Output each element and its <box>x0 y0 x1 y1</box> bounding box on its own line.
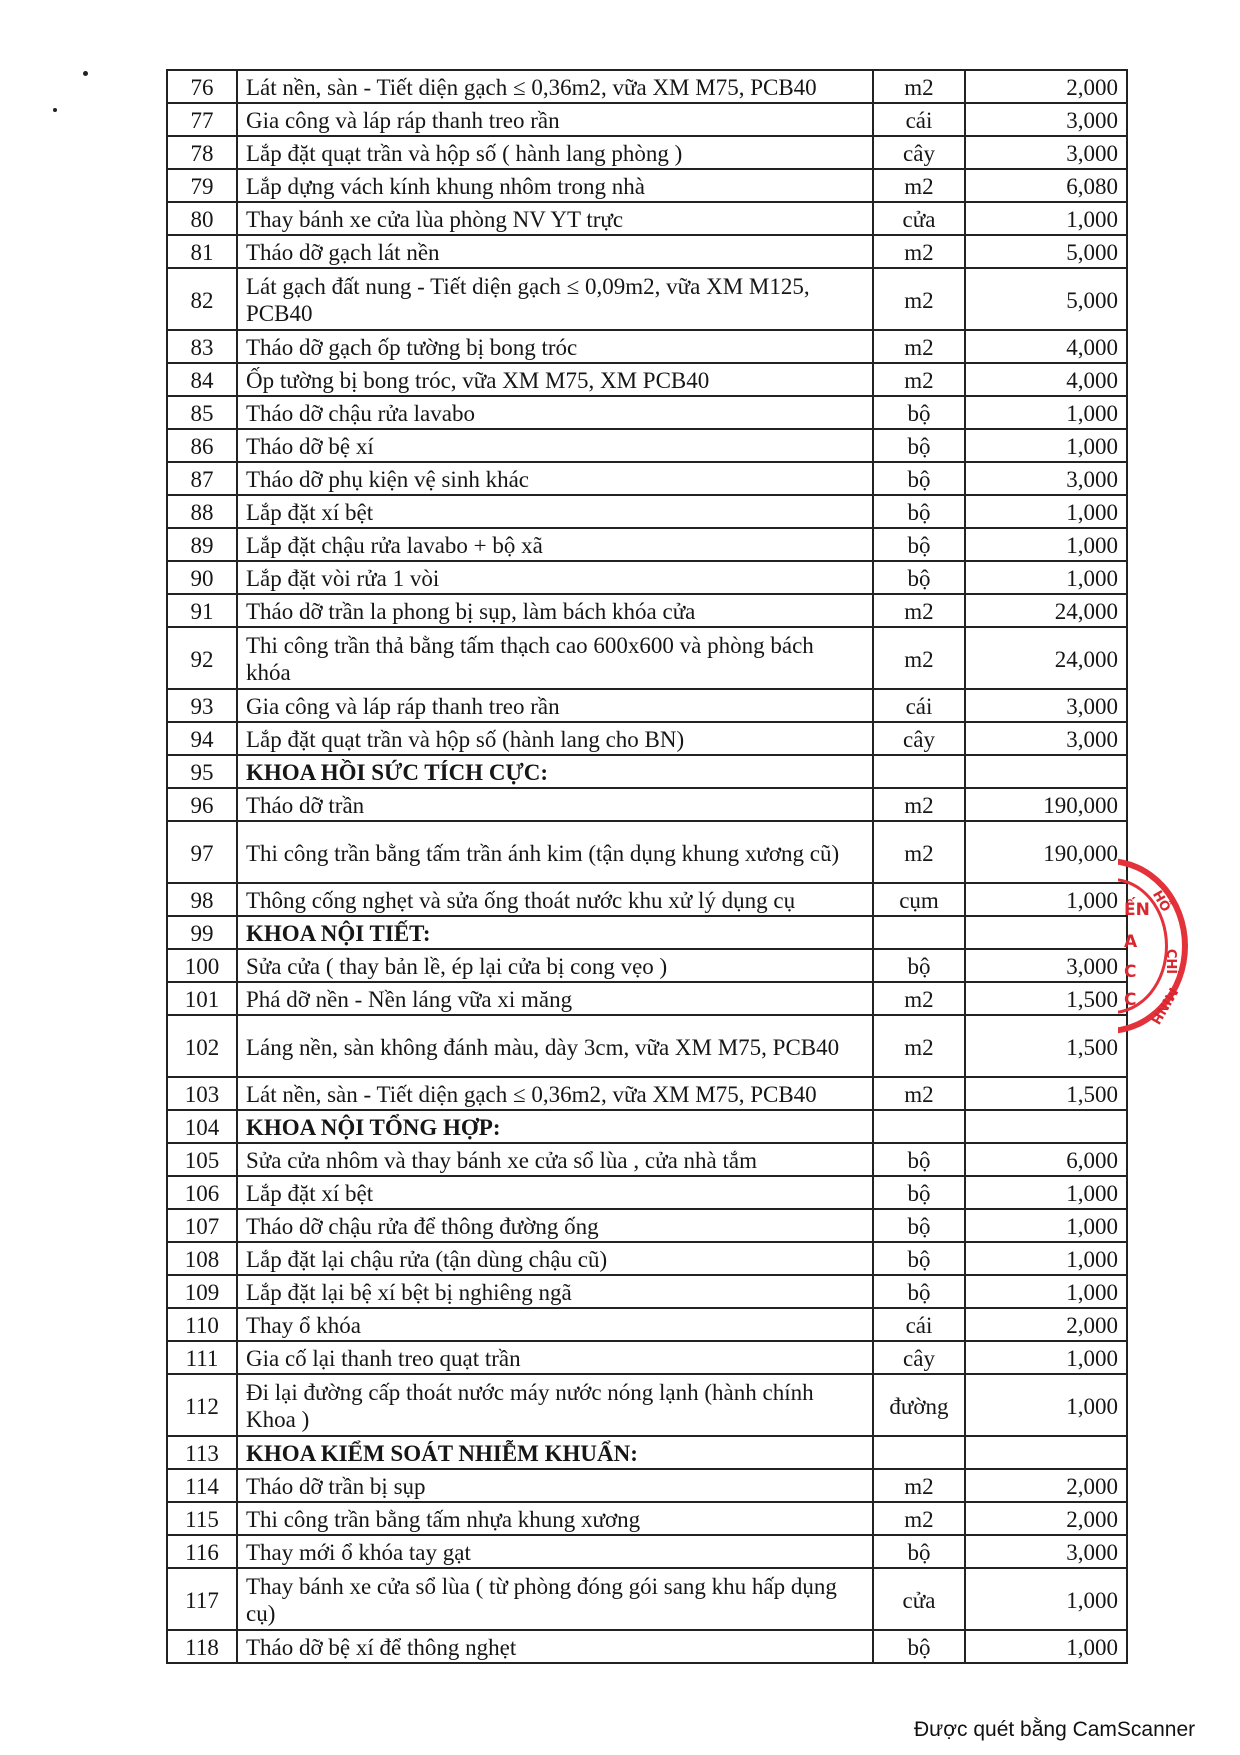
table-row <box>167 1374 1127 1436</box>
unit-cell: đường <box>873 1374 965 1436</box>
row-number-cell: 111 <box>167 1341 237 1374</box>
quantity-cell: 3,000 <box>965 1535 1127 1568</box>
unit-cell: m2 <box>873 363 965 396</box>
unit-cell: cái <box>873 103 965 136</box>
row-number-cell: 115 <box>167 1502 237 1535</box>
quantity-cell <box>965 1436 1127 1469</box>
row-number-cell: 89 <box>167 528 237 561</box>
unit-cell: bộ <box>873 1176 965 1209</box>
table-row <box>167 1568 1127 1630</box>
unit-cell: m2 <box>873 235 965 268</box>
stamp-letter: HỒ <box>1148 888 1173 915</box>
description-cell: Thi công trần bằng tấm nhựa khung xương <box>237 1502 873 1535</box>
row-number-cell: 107 <box>167 1209 237 1242</box>
row-number-cell: 83 <box>167 330 237 363</box>
unit-cell: m2 <box>873 594 965 627</box>
row-number-cell: 97 <box>167 821 237 883</box>
quantity-cell: 1,000 <box>965 495 1127 528</box>
table-row <box>167 70 1127 103</box>
quantity-cell: 190,000 <box>965 821 1127 883</box>
row-number-cell: 78 <box>167 136 237 169</box>
quantity-cell <box>965 916 1127 949</box>
table-row <box>167 627 1127 689</box>
description-cell: Thông cống nghẹt và sửa ống thoát nước khu xử lý dụng cụ <box>237 883 873 916</box>
table-row <box>167 1469 1127 1502</box>
row-number-cell: 116 <box>167 1535 237 1568</box>
description-cell: KHOA NỘI TIẾT: <box>237 916 873 949</box>
description-cell: Đi lại đường cấp thoát nước máy nước nóng lạnh (hành chính Khoa ) <box>237 1374 873 1436</box>
description-cell: Gia công và láp ráp thanh treo rần <box>237 103 873 136</box>
description-cell: Láng nền, sàn không đánh màu, dày 3cm, vữa XM M75, PCB40 <box>237 1015 873 1077</box>
table-row <box>167 788 1127 821</box>
unit-cell: m2 <box>873 268 965 330</box>
row-number-cell: 80 <box>167 202 237 235</box>
row-number-cell: 81 <box>167 235 237 268</box>
unit-cell: bộ <box>873 1275 965 1308</box>
table-row <box>167 561 1127 594</box>
unit-cell: bộ <box>873 429 965 462</box>
table-row <box>167 1242 1127 1275</box>
description-cell: Tháo dỡ trần bị sụp <box>237 1469 873 1502</box>
row-number-cell: 113 <box>167 1436 237 1469</box>
description-cell: Gia công và láp ráp thanh treo rần <box>237 689 873 722</box>
row-number-cell: 76 <box>167 70 237 103</box>
scanner-watermark: Được quét bằng CamScanner <box>914 1718 1196 1741</box>
description-cell: Lắp đặt xí bệt <box>237 495 873 528</box>
quantity-cell: 1,000 <box>965 1341 1127 1374</box>
quantity-cell: 6,000 <box>965 1143 1127 1176</box>
table-row <box>167 821 1127 883</box>
row-number-cell: 91 <box>167 594 237 627</box>
table-row <box>167 1502 1127 1535</box>
description-cell: Lắp đặt vòi rửa 1 vòi <box>237 561 873 594</box>
table-row <box>167 722 1127 755</box>
unit-cell: bộ <box>873 1630 965 1663</box>
description-cell: Lắp đặt quạt trần và hộp số (hành lang cho BN) <box>237 722 873 755</box>
table-row <box>167 1143 1127 1176</box>
red-seal-stamp <box>1118 858 1192 1038</box>
stamp-letter: ẾN <box>1124 900 1150 920</box>
table-row <box>167 1077 1127 1110</box>
row-number-cell: 86 <box>167 429 237 462</box>
description-cell: Thay bánh xe cửa lùa phòng NV YT trực <box>237 202 873 235</box>
description-cell: Tháo dỡ gạch ốp tường bị bong tróc <box>237 330 873 363</box>
description-cell: Tháo dỡ gạch lát nền <box>237 235 873 268</box>
row-number-cell: 94 <box>167 722 237 755</box>
table-row <box>167 169 1127 202</box>
table-row <box>167 883 1127 916</box>
quantity-cell <box>965 755 1127 788</box>
row-number-cell: 85 <box>167 396 237 429</box>
quantity-cell: 4,000 <box>965 363 1127 396</box>
quantity-cell: 24,000 <box>965 594 1127 627</box>
unit-cell: cái <box>873 1308 965 1341</box>
description-cell: KHOA NỘI TỔNG HỢP: <box>237 1110 873 1143</box>
unit-cell: cây <box>873 136 965 169</box>
quantity-cell <box>965 1110 1127 1143</box>
description-cell: Lắp đặt chậu rửa lavabo + bộ xã <box>237 528 873 561</box>
quantity-cell: 1,500 <box>965 982 1127 1015</box>
description-cell: Thay mới ổ khóa tay gạt <box>237 1535 873 1568</box>
table-row <box>167 1209 1127 1242</box>
table-row <box>167 429 1127 462</box>
unit-cell: cây <box>873 1341 965 1374</box>
row-number-cell: 118 <box>167 1630 237 1663</box>
description-cell: KHOA HỒI SỨC TÍCH CỰC: <box>237 755 873 788</box>
row-number-cell: 117 <box>167 1568 237 1630</box>
quantity-cell: 5,000 <box>965 268 1127 330</box>
quantity-cell: 24,000 <box>965 627 1127 689</box>
stamp-letter: C <box>1124 990 1137 1010</box>
quantity-cell: 6,080 <box>965 169 1127 202</box>
description-cell: Sửa cửa ( thay bản lề, ép lại cửa bị cong vẹo ) <box>237 949 873 982</box>
quantity-cell: 1,500 <box>965 1015 1127 1077</box>
unit-cell: m2 <box>873 330 965 363</box>
table-row <box>167 462 1127 495</box>
unit-cell: bộ <box>873 528 965 561</box>
table-row <box>167 1176 1127 1209</box>
table-row <box>167 495 1127 528</box>
section-header-row <box>167 1436 1127 1469</box>
quantity-cell: 1,000 <box>965 1630 1127 1663</box>
quantity-cell: 1,000 <box>965 1242 1127 1275</box>
work-items-table <box>166 69 1128 1664</box>
table-row <box>167 1535 1127 1568</box>
unit-cell: bộ <box>873 462 965 495</box>
row-number-cell: 110 <box>167 1308 237 1341</box>
description-cell: Lát nền, sàn - Tiết diện gạch ≤ 0,36m2, vữa XM M75, PCB40 <box>237 1077 873 1110</box>
row-number-cell: 79 <box>167 169 237 202</box>
row-number-cell: 92 <box>167 627 237 689</box>
scan-speck <box>83 71 88 76</box>
table-row <box>167 1630 1127 1663</box>
description-cell: Tháo dỡ trần la phong bị sụp, làm bách khóa cửa <box>237 594 873 627</box>
unit-cell: cửa <box>873 202 965 235</box>
description-cell: Tháo dỡ bệ xí để thông nghẹt <box>237 1630 873 1663</box>
unit-cell: bộ <box>873 1209 965 1242</box>
table-row <box>167 949 1127 982</box>
section-header-row <box>167 755 1127 788</box>
table-row <box>167 982 1127 1015</box>
unit-cell: m2 <box>873 821 965 883</box>
unit-cell: bộ <box>873 949 965 982</box>
description-cell: Tháo dỡ phụ kiện vệ sinh khác <box>237 462 873 495</box>
description-cell: Thay bánh xe cửa sổ lùa ( từ phòng đóng gói sang khu hấp dụng cụ) <box>237 1568 873 1630</box>
row-number-cell: 95 <box>167 755 237 788</box>
quantity-cell: 1,000 <box>965 1374 1127 1436</box>
row-number-cell: 87 <box>167 462 237 495</box>
description-cell: Thay ổ khóa <box>237 1308 873 1341</box>
unit-cell <box>873 1110 965 1143</box>
row-number-cell: 101 <box>167 982 237 1015</box>
quantity-cell: 2,000 <box>965 1308 1127 1341</box>
description-cell: Phá dỡ nền - Nền láng vữa xi măng <box>237 982 873 1015</box>
row-number-cell: 106 <box>167 1176 237 1209</box>
quantity-cell: 3,000 <box>965 949 1127 982</box>
description-cell: Sửa cửa nhôm và thay bánh xe cửa sổ lùa , cửa nhà tắm <box>237 1143 873 1176</box>
quantity-cell: 3,000 <box>965 722 1127 755</box>
table-row <box>167 1015 1127 1077</box>
description-cell: Tháo dỡ trần <box>237 788 873 821</box>
description-cell: Lắp đặt xí bệt <box>237 1176 873 1209</box>
quantity-cell: 2,000 <box>965 70 1127 103</box>
row-number-cell: 108 <box>167 1242 237 1275</box>
unit-cell: bộ <box>873 396 965 429</box>
row-number-cell: 98 <box>167 883 237 916</box>
quantity-cell: 1,000 <box>965 883 1127 916</box>
unit-cell <box>873 916 965 949</box>
description-cell: Lắp đặt lại bệ xí bệt bị nghiêng ngã <box>237 1275 873 1308</box>
quantity-cell: 1,000 <box>965 202 1127 235</box>
stamp-letter: A <box>1124 932 1138 952</box>
quantity-cell: 2,000 <box>965 1502 1127 1535</box>
unit-cell: m2 <box>873 788 965 821</box>
row-number-cell: 105 <box>167 1143 237 1176</box>
row-number-cell: 96 <box>167 788 237 821</box>
unit-cell: cái <box>873 689 965 722</box>
table-row <box>167 528 1127 561</box>
table-row <box>167 235 1127 268</box>
description-cell: Tháo dỡ chậu rửa lavabo <box>237 396 873 429</box>
row-number-cell: 99 <box>167 916 237 949</box>
table-row <box>167 1308 1127 1341</box>
unit-cell <box>873 755 965 788</box>
row-number-cell: 103 <box>167 1077 237 1110</box>
table-row <box>167 363 1127 396</box>
quantity-cell: 3,000 <box>965 689 1127 722</box>
unit-cell: bộ <box>873 1535 965 1568</box>
quantity-cell: 190,000 <box>965 788 1127 821</box>
table-row <box>167 202 1127 235</box>
quantity-cell: 1,000 <box>965 396 1127 429</box>
table-row <box>167 1341 1127 1374</box>
unit-cell: cửa <box>873 1568 965 1630</box>
table-row <box>167 594 1127 627</box>
quantity-cell: 1,000 <box>965 1568 1127 1630</box>
unit-cell: m2 <box>873 1015 965 1077</box>
table-row <box>167 268 1127 330</box>
unit-cell: cây <box>873 722 965 755</box>
quantity-cell: 3,000 <box>965 462 1127 495</box>
row-number-cell: 77 <box>167 103 237 136</box>
description-cell: Thi công trần thả bằng tấm thạch cao 600x600 và phòng bách khóa <box>237 627 873 689</box>
description-cell: Lắp đặt lại chậu rửa (tận dùng chậu cũ) <box>237 1242 873 1275</box>
row-number-cell: 82 <box>167 268 237 330</box>
unit-cell: m2 <box>873 1469 965 1502</box>
description-cell: Lắp đặt quạt trần và hộp số ( hành lang phòng ) <box>237 136 873 169</box>
row-number-cell: 112 <box>167 1374 237 1436</box>
row-number-cell: 109 <box>167 1275 237 1308</box>
quantity-cell: 4,000 <box>965 330 1127 363</box>
quantity-cell: 1,000 <box>965 1209 1127 1242</box>
unit-cell: m2 <box>873 1502 965 1535</box>
row-number-cell: 90 <box>167 561 237 594</box>
description-cell: Lát gạch đất nung - Tiết diện gạch ≤ 0,09m2, vữa XM M125, PCB40 <box>237 268 873 330</box>
unit-cell: cụm <box>873 883 965 916</box>
table-row <box>167 396 1127 429</box>
description-cell: Tháo dỡ chậu rửa để thông đường ống <box>237 1209 873 1242</box>
description-cell: Thi công trần bằng tấm trần ánh kim (tận dụng khung xương cũ) <box>237 821 873 883</box>
stamp-letter: MINH <box>1147 984 1181 1027</box>
unit-cell <box>873 1436 965 1469</box>
description-cell: Ốp tường bị bong tróc, vữa XM M75, XM PCB40 <box>237 363 873 396</box>
unit-cell: m2 <box>873 982 965 1015</box>
row-number-cell: 84 <box>167 363 237 396</box>
quantity-cell: 1,000 <box>965 1176 1127 1209</box>
quantity-cell: 5,000 <box>965 235 1127 268</box>
quantity-cell: 3,000 <box>965 103 1127 136</box>
quantity-cell: 1,000 <box>965 528 1127 561</box>
description-cell: KHOA KIỂM SOÁT NHIỄM KHUẨN: <box>237 1436 873 1469</box>
stamp-letter: C <box>1124 962 1137 982</box>
quantity-cell: 1,500 <box>965 1077 1127 1110</box>
unit-cell: m2 <box>873 70 965 103</box>
quantity-cell: 2,000 <box>965 1469 1127 1502</box>
description-cell: Gia cố lại thanh treo quạt trần <box>237 1341 873 1374</box>
row-number-cell: 104 <box>167 1110 237 1143</box>
description-cell: Lắp dựng vách kính khung nhôm trong nhà <box>237 169 873 202</box>
table-row <box>167 689 1127 722</box>
description-cell: Tháo dỡ bệ xí <box>237 429 873 462</box>
stamp-letter: CHÍ <box>1163 948 1179 975</box>
unit-cell: bộ <box>873 561 965 594</box>
unit-cell: m2 <box>873 1077 965 1110</box>
section-header-row <box>167 916 1127 949</box>
unit-cell: bộ <box>873 1143 965 1176</box>
row-number-cell: 93 <box>167 689 237 722</box>
table-row <box>167 330 1127 363</box>
unit-cell: m2 <box>873 169 965 202</box>
quantity-cell: 1,000 <box>965 1275 1127 1308</box>
table-body <box>167 70 1127 1663</box>
table-row <box>167 136 1127 169</box>
row-number-cell: 100 <box>167 949 237 982</box>
unit-cell: bộ <box>873 495 965 528</box>
table-row <box>167 1275 1127 1308</box>
section-header-row <box>167 1110 1127 1143</box>
table-row <box>167 103 1127 136</box>
row-number-cell: 102 <box>167 1015 237 1077</box>
scan-speck <box>53 108 57 112</box>
quantity-cell: 1,000 <box>965 429 1127 462</box>
unit-cell: m2 <box>873 627 965 689</box>
description-cell: Lát nền, sàn - Tiết diện gạch ≤ 0,36m2, vữa XM M75, PCB40 <box>237 70 873 103</box>
quantity-cell: 3,000 <box>965 136 1127 169</box>
quantity-cell: 1,000 <box>965 561 1127 594</box>
unit-cell: bộ <box>873 1242 965 1275</box>
row-number-cell: 88 <box>167 495 237 528</box>
row-number-cell: 114 <box>167 1469 237 1502</box>
